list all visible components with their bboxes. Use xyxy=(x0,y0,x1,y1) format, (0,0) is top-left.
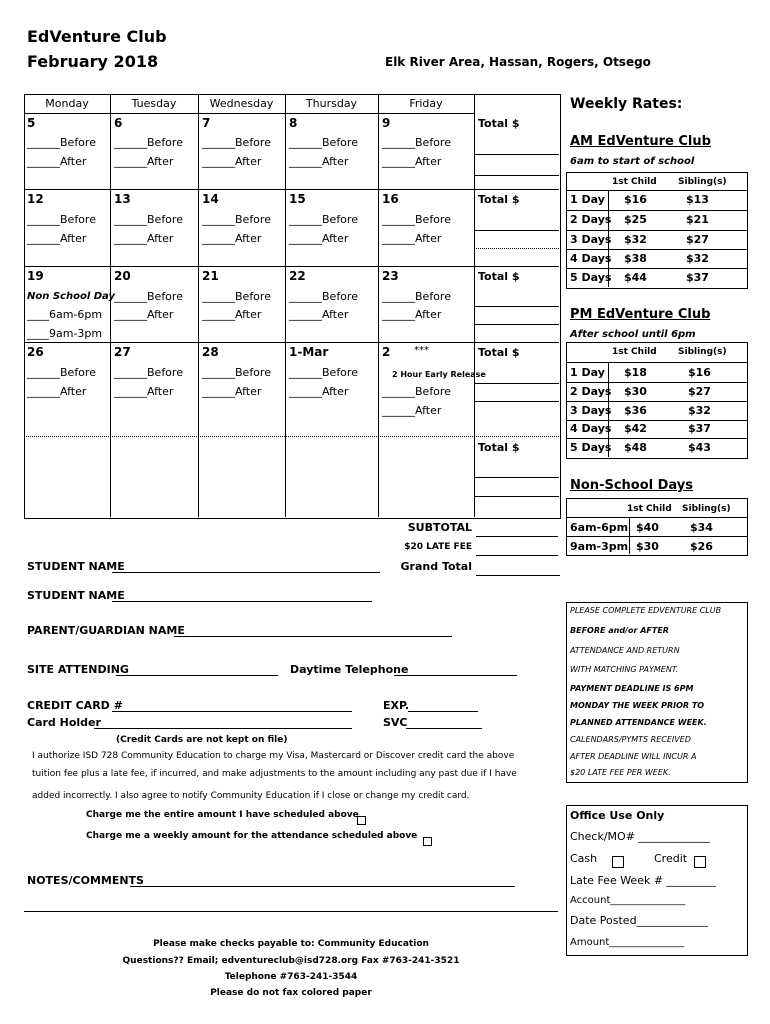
notes-input-line[interactable] xyxy=(24,911,558,912)
date-number: 13 xyxy=(114,192,131,206)
after-slot[interactable]: ______After xyxy=(202,308,262,321)
charge-entire-label: Charge me the entire amount I have scheduled above xyxy=(86,810,359,820)
after-slot[interactable]: ______After xyxy=(289,385,349,398)
grand-total-field[interactable] xyxy=(476,575,560,576)
date-number: 2 xyxy=(382,345,391,359)
page-title: EdVenture Club xyxy=(27,27,167,46)
after-slot[interactable]: ______After xyxy=(382,232,442,245)
date-number: 9 xyxy=(382,116,391,130)
before-slot[interactable]: ______Before xyxy=(114,366,183,379)
student-name-input[interactable] xyxy=(112,572,380,573)
before-slot[interactable]: ______Before xyxy=(382,385,451,398)
after-slot[interactable]: ______After xyxy=(202,232,262,245)
col-siblings: Sibling(s) xyxy=(678,177,727,187)
rate-first: $32 xyxy=(624,233,647,246)
after-slot[interactable]: ______After xyxy=(289,155,349,168)
am-club-subtitle: 6am to start of school xyxy=(570,156,695,167)
notice-line: PLANNED ATTENDANCE WEEK. xyxy=(570,718,707,727)
rate-first: $38 xyxy=(624,252,647,265)
total-label: Total $ xyxy=(478,346,520,359)
rate-first: $44 xyxy=(624,271,647,284)
credit-checkbox[interactable] xyxy=(694,851,706,870)
after-slot[interactable]: ______After xyxy=(382,155,442,168)
date-number: 16 xyxy=(382,192,399,206)
office-use-title: Office Use Only xyxy=(570,809,665,822)
notice-line: $20 LATE FEE PER WEEK. xyxy=(570,768,671,777)
total-label: Total $ xyxy=(478,441,520,454)
date-number: 22 xyxy=(289,269,306,283)
non-school-title: Non-School Days xyxy=(570,478,694,493)
col-siblings: Sibling(s) xyxy=(682,504,731,514)
amount-field[interactable]: Amount_______________ xyxy=(570,937,685,948)
pm-club-subtitle: After school until 6pm xyxy=(570,329,696,340)
notice-line: MONDAY THE WEEK PRIOR TO xyxy=(570,701,705,710)
authorization-text-3: added incorrectly. I also agree to notify Community Education if I close or change my credit card. xyxy=(32,791,470,801)
rate-days: 9am-3pm xyxy=(570,540,629,553)
before-slot[interactable]: ______Before xyxy=(202,213,271,226)
svc-label: SVC xyxy=(383,716,408,729)
before-slot[interactable]: ______Before xyxy=(289,136,358,149)
rate-sib: $32 xyxy=(686,252,709,265)
rate-first: $30 xyxy=(636,540,659,553)
before-slot[interactable]: ______Before xyxy=(382,136,451,149)
before-slot[interactable]: ______Before xyxy=(202,366,271,379)
rate-sib: $26 xyxy=(690,540,713,553)
rate-sib: $43 xyxy=(688,441,711,454)
after-slot[interactable]: ______After xyxy=(27,232,87,245)
cash-label: Cash xyxy=(570,852,598,865)
date-number: 14 xyxy=(202,192,219,206)
credit-card-input[interactable] xyxy=(112,711,352,712)
notice-line: ATTENDANCE AND RETURN xyxy=(570,646,680,655)
date-number: 1-Mar xyxy=(289,345,329,359)
svc-input[interactable] xyxy=(406,728,482,729)
footer-telephone: Telephone #763-241-3544 xyxy=(224,972,358,982)
before-slot[interactable]: ______Before xyxy=(27,213,96,226)
parent-name-input[interactable] xyxy=(174,636,452,637)
notice-line: PAYMENT DEADLINE IS 6PM xyxy=(570,684,694,693)
rate-days: 5 Days xyxy=(570,441,612,454)
rate-days: 4 Days xyxy=(570,422,612,435)
date-number: 26 xyxy=(27,345,44,359)
date-number: 12 xyxy=(27,192,44,206)
after-slot[interactable]: ______After xyxy=(114,385,174,398)
rate-first: $36 xyxy=(624,404,647,417)
stars-mark: *** xyxy=(414,345,429,356)
day-header-friday: Friday xyxy=(409,97,443,110)
rate-first: $18 xyxy=(624,366,647,379)
day-header-wednesday: Wednesday xyxy=(209,97,274,110)
date-number: 8 xyxy=(289,116,298,130)
col-first-child: 1st Child xyxy=(612,177,657,187)
rate-days: 3 Days xyxy=(570,404,612,417)
before-slot[interactable]: ______Before xyxy=(27,366,96,379)
before-slot[interactable]: ______Before xyxy=(289,290,358,303)
date-number: 28 xyxy=(202,345,219,359)
date-number: 20 xyxy=(114,269,131,283)
rate-sib: $27 xyxy=(686,233,709,246)
before-slot[interactable]: ______Before xyxy=(114,213,183,226)
student-name-label: STUDENT NAME xyxy=(27,560,125,573)
rate-sib: $16 xyxy=(688,366,711,379)
before-slot[interactable]: ______Before xyxy=(27,136,96,149)
after-slot[interactable]: ______After xyxy=(114,232,174,245)
late-fee-field[interactable] xyxy=(476,555,558,556)
site-attending-label: SITE ATTENDING xyxy=(27,663,129,676)
rate-days: 4 Days xyxy=(570,252,612,265)
notice-line: CALENDARS/PYMTS RECEIVED xyxy=(570,735,691,744)
authorization-text-1: I authorize ISD 728 Community Education to charge my Visa, Mastercard or Discover credit card the above xyxy=(32,751,515,761)
rate-sib: $37 xyxy=(686,271,709,284)
slot-6am-6pm[interactable]: ____6am-6pm xyxy=(27,308,103,321)
rate-sib: $37 xyxy=(688,422,711,435)
date-number: 7 xyxy=(202,116,211,130)
charge-entire-checkbox[interactable] xyxy=(357,810,366,829)
day-header-monday: Monday xyxy=(45,97,89,110)
rate-days: 6am-6pm xyxy=(570,521,629,534)
before-slot[interactable]: ______Before xyxy=(114,136,183,149)
rate-first: $40 xyxy=(636,521,659,534)
student-name-label: STUDENT NAME xyxy=(27,589,125,602)
exp-label: EXP. xyxy=(383,699,410,712)
weekly-rates-heading: Weekly Rates: xyxy=(570,96,683,112)
notice-line: AFTER DEADLINE WILL INCUR A xyxy=(570,752,697,761)
rate-days: 5 Days xyxy=(570,271,612,284)
after-slot[interactable]: ______After xyxy=(114,308,174,321)
footer-checks: Please make checks payable to: Community Education xyxy=(153,939,429,949)
month-label: February 2018 xyxy=(27,52,159,71)
non-school-day-label: Non School Day xyxy=(27,291,115,302)
parent-name-label: PARENT/GUARDIAN NAME xyxy=(27,624,185,637)
site-attending-input[interactable] xyxy=(116,675,278,676)
rate-first: $48 xyxy=(624,441,647,454)
after-slot[interactable]: ______After xyxy=(289,308,349,321)
before-slot[interactable]: ______Before xyxy=(202,136,271,149)
date-posted-field[interactable]: Date Posted_____________ xyxy=(570,914,709,927)
subtotal-field[interactable] xyxy=(476,536,558,537)
rate-days: 3 Days xyxy=(570,233,612,246)
exp-input[interactable] xyxy=(408,711,478,712)
after-slot[interactable]: ______After xyxy=(289,232,349,245)
credit-card-label: CREDIT CARD # xyxy=(27,699,123,712)
after-slot[interactable]: ______After xyxy=(382,404,442,417)
notice-line: PLEASE COMPLETE EDVENTURE CLUB xyxy=(570,606,722,615)
student-name-input[interactable] xyxy=(112,601,372,602)
before-slot[interactable]: ______Before xyxy=(202,290,271,303)
early-release-note: 2 Hour Early Release xyxy=(392,370,486,379)
total-label: Total $ xyxy=(478,193,520,206)
date-number: 23 xyxy=(382,269,399,283)
total-label: Total $ xyxy=(478,117,520,130)
col-siblings: Sibling(s) xyxy=(678,347,727,357)
grand-total-label: Grand Total xyxy=(400,560,472,573)
account-field[interactable]: Account_______________ xyxy=(570,895,686,906)
rate-days: 1 Day xyxy=(570,366,605,379)
col-first-child: 1st Child xyxy=(612,347,657,357)
total-label: Total $ xyxy=(478,270,520,283)
notes-label: NOTES/COMMENTS xyxy=(27,874,144,887)
rate-days: 2 Days xyxy=(570,213,612,226)
charge-weekly-checkbox[interactable] xyxy=(423,831,432,850)
check-mo-field[interactable]: Check/MO# _____________ xyxy=(570,830,710,843)
after-slot[interactable]: ______After xyxy=(27,385,87,398)
rate-days: 1 Day xyxy=(570,193,605,206)
day-header-tuesday: Tuesday xyxy=(131,97,177,110)
charge-weekly-label: Charge me a weekly amount for the attendance scheduled above xyxy=(86,831,418,841)
date-number: 5 xyxy=(27,116,36,130)
card-holder-label: Card Holder xyxy=(27,716,101,729)
pm-club-title: PM EdVenture Club xyxy=(570,307,711,322)
rate-first: $30 xyxy=(624,385,647,398)
notes-input[interactable] xyxy=(130,886,515,887)
rate-sib: $32 xyxy=(688,404,711,417)
footer-contact: Questions?? Email; edventureclub@isd728.org Fax #763-241-3521 xyxy=(122,956,460,966)
col-first-child: 1st Child xyxy=(627,504,672,514)
before-slot[interactable]: ______Before xyxy=(382,290,451,303)
cash-checkbox[interactable] xyxy=(612,851,624,870)
rate-sib: $34 xyxy=(690,521,713,534)
after-slot[interactable]: ______After xyxy=(202,155,262,168)
rate-days: 2 Days xyxy=(570,385,612,398)
date-number: 6 xyxy=(114,116,123,130)
late-fee-label: $20 LATE FEE xyxy=(404,542,472,552)
credit-label: Credit xyxy=(654,852,688,865)
rate-sib: $13 xyxy=(686,193,709,206)
after-slot[interactable]: ______After xyxy=(114,155,174,168)
rate-sib: $21 xyxy=(686,213,709,226)
day-header-thursday: Thursday xyxy=(305,97,358,110)
subtotal-label: SUBTOTAL xyxy=(407,521,472,534)
before-slot[interactable]: ______Before xyxy=(114,290,183,303)
date-number: 21 xyxy=(202,269,219,283)
rate-first: $42 xyxy=(624,422,647,435)
after-slot[interactable]: ______After xyxy=(27,155,87,168)
before-slot[interactable]: ______Before xyxy=(382,213,451,226)
before-slot[interactable]: ______Before xyxy=(289,366,358,379)
date-number: 15 xyxy=(289,192,306,206)
rate-first: $16 xyxy=(624,193,647,206)
rate-sib: $27 xyxy=(688,385,711,398)
cc-note: (Credit Cards are not kept on file) xyxy=(116,735,288,745)
late-fee-week-field[interactable]: Late Fee Week # _________ xyxy=(570,874,717,887)
date-number: 27 xyxy=(114,345,131,359)
rate-first: $25 xyxy=(624,213,647,226)
footer-fax-note: Please do not fax colored paper xyxy=(210,988,372,998)
authorization-text-2: tuition fee plus a late fee, if incurred, and make adjustments to the amount including any past due if I have xyxy=(32,769,517,779)
slot-9am-3pm[interactable]: ____9am-3pm xyxy=(27,327,103,340)
daytime-phone-input[interactable] xyxy=(394,675,517,676)
after-slot[interactable]: ______After xyxy=(202,385,262,398)
daytime-phone-label: Daytime Telephone xyxy=(290,663,409,676)
notice-line: BEFORE and/or AFTER xyxy=(570,626,669,635)
am-club-title: AM EdVenture Club xyxy=(570,134,711,149)
before-slot[interactable]: ______Before xyxy=(289,213,358,226)
after-slot[interactable]: ______After xyxy=(382,308,442,321)
date-number: 19 xyxy=(27,269,44,283)
card-holder-input[interactable] xyxy=(94,728,352,729)
notice-line: WITH MATCHING PAYMENT. xyxy=(570,665,679,674)
area-label: Elk River Area, Hassan, Rogers, Otsego xyxy=(385,55,651,69)
